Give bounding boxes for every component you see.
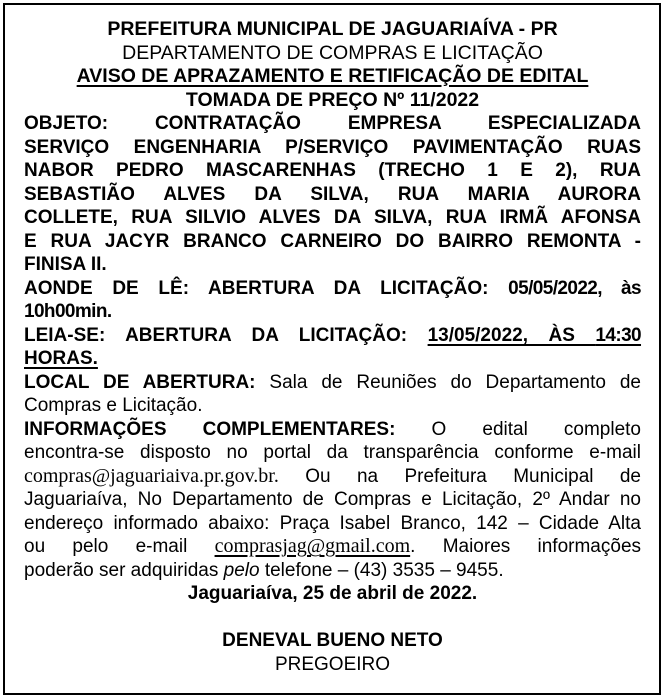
- text-segment: SEBASTIÃO ALVES DA SILVA, RUA MARIA AURORA: [24, 183, 641, 205]
- leia-se-line: [24, 347, 641, 371]
- signature-role: [24, 653, 641, 677]
- text-segment: E RUA JACYR BRANCO CARNEIRO DO BAIRRO REMONTA -: [24, 230, 641, 252]
- old-opening-time: 10h00min.: [24, 301, 112, 322]
- text-segment: O edital completo: [431, 418, 642, 440]
- email-transparency: compras@jaguariaiva.pr.gov.br.: [24, 464, 279, 487]
- text-segment: Jaguariaíva, No Departamento de Compras e Licitação, 2º Andar no: [24, 489, 641, 510]
- text-segment: endereço informado abaixo: Praça Isabel Branco, 142 – Cidade Alta: [24, 512, 641, 534]
- objeto-line: [24, 230, 641, 254]
- new-opening-date: 13/05/2022, ÀS: [427, 324, 596, 346]
- text-segment: PREFEITURA MUNICIPAL DE JAGUARIAÍVA - PR: [107, 18, 558, 40]
- objeto-line: [24, 112, 641, 136]
- onde-se-le-line: [24, 300, 641, 324]
- new-opening-time: 14:30: [595, 324, 642, 346]
- text-segment: LEIA-SE: ABERTURA DA LICITAÇÃO:: [24, 324, 428, 346]
- text-segment: LOCAL DE ABERTURA:: [24, 371, 270, 393]
- informacoes-line: [24, 418, 641, 442]
- text-segment: poderão ser adquiridas: [24, 559, 224, 581]
- text-segment: AVISO DE APRAZAMENTO E RETIFICAÇÃO DE EDITAL: [76, 65, 589, 87]
- informacoes-line: [24, 465, 641, 489]
- text-segment: Jaguariaíva, 25 de abril de 2022.: [187, 583, 478, 604]
- text-segment: Sala de Reuniões do Departamento de: [269, 371, 641, 393]
- text-segment: encontra-se disposto no portal da transparência conforme e-mail: [24, 442, 641, 463]
- header-bid-number: [24, 89, 641, 113]
- header-notice-title: [24, 65, 641, 89]
- local-line: [24, 394, 641, 418]
- text-segment: . Maiores informações: [410, 536, 642, 557]
- text-segment: PREGOEIRO: [274, 653, 391, 675]
- informacoes-line: [24, 488, 641, 512]
- old-opening-date: 05/05/2022, às: [508, 277, 641, 299]
- informacoes-line: [24, 535, 641, 559]
- header-department: [24, 42, 641, 66]
- local-line: [24, 371, 641, 395]
- text-segment: SERVIÇO ENGENHARIA P/SERVIÇO PAVIMENTAÇÃO RUAS: [24, 136, 641, 158]
- header-title: [24, 18, 641, 42]
- text-segment: AONDE DE LÊ: ABERTURA DA LICITAÇÃO:: [24, 277, 509, 299]
- date-line: [24, 582, 641, 606]
- text-segment: OBJETO: CONTRATAÇÃO EMPRESA ESPECIALIZADA: [24, 113, 641, 134]
- text-segment: INFORMAÇÕES COMPLEMENTARES:: [24, 418, 432, 440]
- notice-document: [3, 3, 661, 695]
- objeto-line: [24, 136, 641, 160]
- text-segment: FINISA II.: [24, 254, 107, 275]
- text-segment: ou pelo e-mail: [24, 536, 215, 557]
- text-segment: telefone –: [259, 559, 354, 581]
- objeto-line: [24, 159, 641, 183]
- text-segment: TOMADA DE PREÇO Nº 11/2022: [185, 88, 480, 111]
- objeto-line: [24, 206, 641, 230]
- text-segment: DEPARTAMENTO DE COMPRAS E LICITAÇÃO: [122, 41, 543, 64]
- text-segment: DENEVAL BUENO NETO: [222, 630, 443, 651]
- leia-se-line: [24, 324, 641, 348]
- informacoes-line: [24, 512, 641, 536]
- objeto-line: [24, 183, 641, 207]
- objeto-line: [24, 253, 641, 277]
- text-segment: NABOR PEDRO MASCARENHAS (TRECHO 1 E 2), RUA: [24, 160, 641, 181]
- signature-name: [24, 629, 641, 653]
- document-body: [5, 5, 659, 676]
- phone-number: (43) 3535 – 9455.: [353, 559, 504, 581]
- text-segment: Ou na Prefeitura Municipal de: [278, 465, 641, 487]
- text-segment: COLLETE, RUA SILVIO ALVES DA SILVA, RUA IRMÃ AFONSA: [24, 207, 641, 228]
- informacoes-line: [24, 441, 641, 465]
- text-segment: Compras e Licitação.: [24, 395, 203, 416]
- onde-se-le-line: [24, 277, 641, 301]
- email-gmail: comprasjag@gmail.com: [214, 535, 411, 557]
- informacoes-line: [24, 559, 641, 583]
- spacer-line: [24, 606, 641, 630]
- text-segment: HORAS.: [24, 348, 98, 369]
- text-segment: pelo: [223, 559, 260, 581]
